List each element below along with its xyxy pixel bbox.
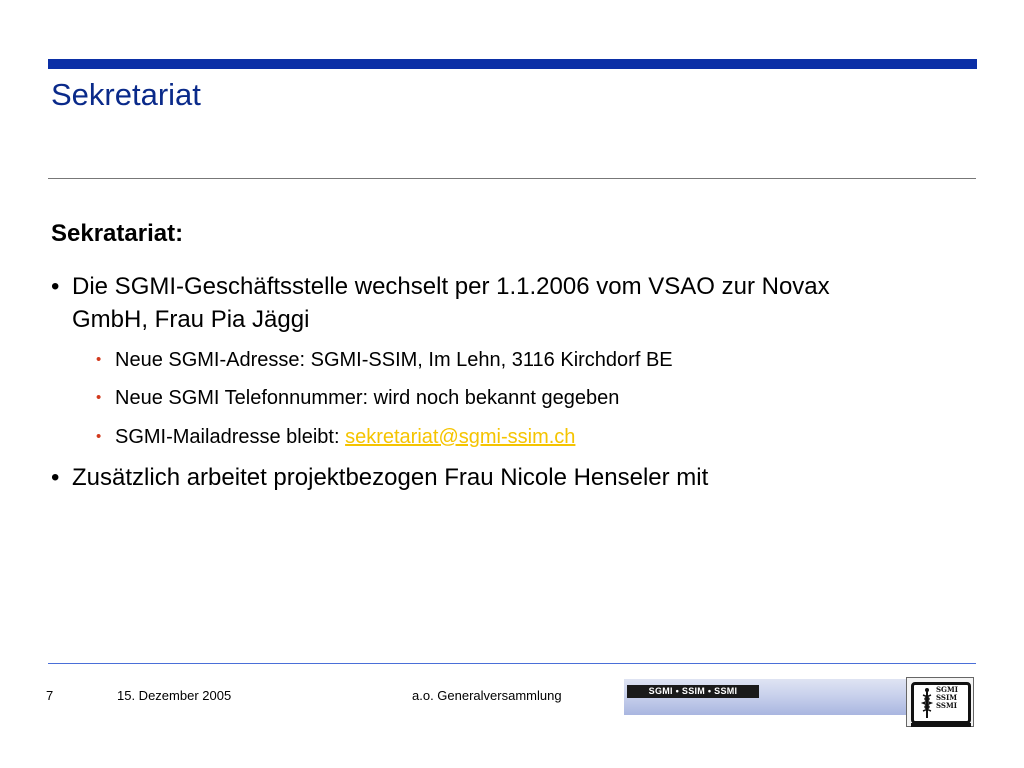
- section-heading: Sekratariat:: [51, 220, 184, 247]
- sub-bullet-dot: •: [96, 351, 102, 368]
- logo-screen-line: SSMI: [936, 701, 957, 710]
- footer-divider: [48, 663, 976, 664]
- bullet-item: [51, 461, 708, 494]
- sub-bullet-text: Neue SGMI-Adresse: SGMI-SSIM, Im Lehn, 3116 Kirchdorf BE: [115, 349, 673, 371]
- sub-bullet-text: [96, 424, 575, 450]
- email-link[interactable]: sekretariat@sgmi-ssim.ch: [345, 426, 576, 448]
- logo-screen: [911, 682, 971, 724]
- sgmi-logo: [624, 677, 978, 729]
- sub-bullet-item: [96, 385, 619, 411]
- monitor-icon: [906, 677, 974, 727]
- header-accent-bar: [48, 59, 977, 69]
- slide-title: Sekretariat: [51, 77, 201, 112]
- bullet-text: Die SGMI-Geschäftsstelle wechselt per 1.1.2006 vom VSAO zur Novax GmbH, Frau Pia Jäggi: [72, 273, 830, 333]
- logo-screen-line: SGMI: [936, 685, 959, 694]
- logo-band: [624, 679, 906, 715]
- sub-bullet-item: [96, 347, 673, 373]
- footer-date: 15. Dezember 2005: [117, 688, 232, 703]
- logo-band-text: SGMI • SSIM • SSMI: [627, 685, 759, 698]
- page-number: 7: [46, 688, 54, 703]
- bullet-text: Zusätzlich arbeitet projektbezogen Frau Nicole Henseler mit: [72, 464, 709, 491]
- sub-bullet-dot: •: [96, 428, 102, 445]
- title-divider: [48, 178, 976, 179]
- sub-bullet-dot: •: [96, 389, 102, 406]
- bullet-dot: •: [51, 464, 60, 491]
- monitor-stand: [911, 723, 971, 727]
- logo-screen-line: SSIM: [936, 693, 957, 702]
- sub-bullet-item: [96, 424, 575, 450]
- logo-screen-text: [936, 686, 958, 710]
- footer-event: a.o. Generalversammlung: [412, 688, 562, 703]
- bullet-item: [51, 270, 891, 336]
- mail-label: SGMI-Mailadresse bleibt:: [115, 426, 346, 448]
- caduceus-icon: [920, 687, 934, 719]
- bullet-dot: •: [51, 273, 60, 300]
- sub-bullet-text: Neue SGMI Telefonnummer: wird noch bekannt gegeben: [115, 387, 620, 409]
